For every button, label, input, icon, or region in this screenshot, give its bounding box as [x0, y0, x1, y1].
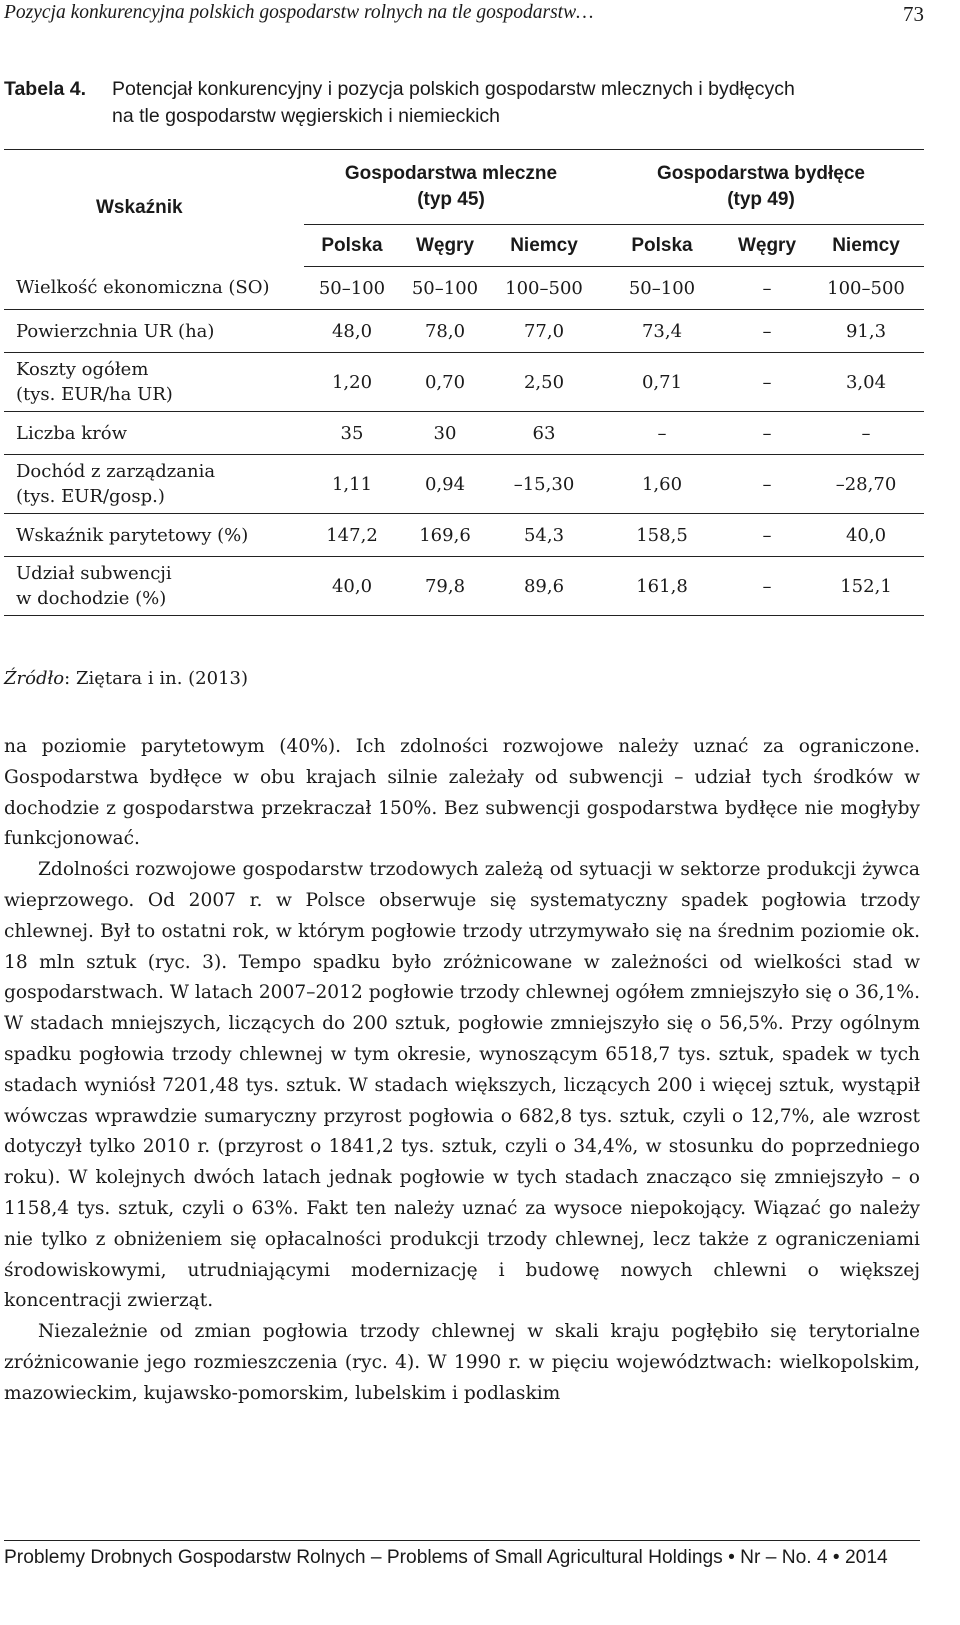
group-header-dairy: Gospodarstwa mleczne (typ 45) [304, 150, 598, 225]
table-cell: 169,6 [400, 514, 490, 557]
country-header: Polska [304, 225, 400, 267]
table-cell: 35 [304, 412, 400, 455]
row-label: Powierzchnia UR (ha) [4, 310, 304, 353]
table-cell: – [726, 557, 808, 616]
table-cell: 100–500 [808, 267, 924, 310]
table-cell: 3,04 [808, 353, 924, 412]
table-cell: 77,0 [490, 310, 598, 353]
table-cell: 91,3 [808, 310, 924, 353]
country-header: Węgry [726, 225, 808, 267]
table-cell: 152,1 [808, 557, 924, 616]
footer-text: Problemy Drobnych Gospodarstw Rolnych – Problems of Small Agricultural Holdings • Nr – No. 4 • 2014 [4, 1547, 888, 1568]
table-row [4, 455, 924, 514]
table-cell: 40,0 [808, 514, 924, 557]
table-cell: 158,5 [598, 514, 726, 557]
table-label: Tabela 4. [4, 78, 87, 100]
table-cell: 1,11 [304, 455, 400, 514]
table-cell: 50–100 [598, 267, 726, 310]
table-cell: 30 [400, 412, 490, 455]
caption-line-2: na tle gospodarstw węgierskich i niemieckich [112, 105, 501, 127]
running-header [4, 2, 924, 32]
paragraph: Zdolności rozwojowe gospodarstw trzodowych zależą od sytuacji w sektorze produkcji żywca wieprzowego. Od 2007 r. w Polsce obserwuje się systematyczny spadek pogłowia trzody chlewnej. Był to ostatni rok, w którym pogłowie trzody utrzymywało się na średnim poziomie ok. 18 mln sztuk (ryc. 3). Tempo spadku było zróżnicowane w zależności od wielkości stad w gospodarstwach. W latach 2007–2012 pogłowie trzody chlewnej ogółem zmniejszyło się o 36,1%. W stadach mniejszych, liczących do 200 sztuk, pogłowie zmniejszyło się o 56,5%. Przy ogólnym spadku pogłowia trzody chlewnej w tym okresie, wynoszącym 6518,7 tys. sztuk, spadek w tych stadach wyniósł 7201,48 tys. sztuk. W stadach większych, liczących 200 i więcej sztuk, wystąpił wówczas wprawdzie sumaryczny przyrost pogłowia o 682,8 tys. sztuk, czyli o 12,7%, ale wzrost dotyczył tylko 2010 r. (przyrost o 1841,2 tys. sztuk, czyli o 34,4%, w stosunku do poprzedniego roku). W kolejnych dwóch latach jednak pogłowie w tych stadach znacząco się zmniejszyło – o 1158,4 tys. sztuk, czyli o 63%. Fakt ten należy uznać za wysoce niepokojący. Wiązać go należy nie tylko z obniżeniem się opłacalności produkcji trzody chlewnej, lecz także z ograniczeniami środowiskowymi, utrudniającymi modernizację i budowę nowych chlewni o większej koncentracji zwierząt. [4, 859, 920, 1312]
journal-footer [4, 1540, 920, 1569]
table-row [4, 267, 924, 310]
group-header-beef: Gospodarstwa bydłęce (typ 49) [598, 150, 924, 225]
table-row [4, 412, 924, 455]
body-text [4, 732, 920, 1410]
table-row [4, 514, 924, 557]
table-cell: 100–500 [490, 267, 598, 310]
table-cell: – [726, 455, 808, 514]
country-header: Niemcy [808, 225, 924, 267]
table-cell: 147,2 [304, 514, 400, 557]
table-cell: 40,0 [304, 557, 400, 616]
table-cell: 50–100 [400, 267, 490, 310]
table-cell: –15,30 [490, 455, 598, 514]
table-cell: – [726, 412, 808, 455]
table-cell: 1,20 [304, 353, 400, 412]
table-row [4, 353, 924, 412]
table-cell: 79,8 [400, 557, 490, 616]
table-cell: – [726, 267, 808, 310]
table-cell: 0,70 [400, 353, 490, 412]
row-label: Liczba krów [4, 412, 304, 455]
table-cell: 0,71 [598, 353, 726, 412]
table-cell: 73,4 [598, 310, 726, 353]
table-cell: – [598, 412, 726, 455]
table-cell: – [726, 310, 808, 353]
row-label: Koszty ogółem (tys. EUR/ha UR) [4, 353, 304, 412]
table-cell: 63 [490, 412, 598, 455]
row-label: Dochód z zarządzania (tys. EUR/gosp.) [4, 455, 304, 514]
table-row [4, 557, 924, 616]
table-cell: 78,0 [400, 310, 490, 353]
source-text: : Ziętara i in. (2013) [64, 668, 249, 689]
table-row [4, 310, 924, 353]
table-cell: 0,94 [400, 455, 490, 514]
table-cell: – [726, 514, 808, 557]
table-cell: –28,70 [808, 455, 924, 514]
table-caption [4, 76, 924, 130]
table-source [4, 668, 248, 689]
table-cell: 54,3 [490, 514, 598, 557]
row-label: Udział subwencji w dochodzie (%) [4, 557, 304, 616]
country-header: Węgry [400, 225, 490, 267]
running-title: Pozycja konkurencyjna polskich gospodarstw rolnych na tle gospodarstw… [4, 2, 594, 23]
table-cell: 48,0 [304, 310, 400, 353]
data-table [4, 149, 924, 616]
page-number: 73 [903, 2, 924, 26]
table-cell: 2,50 [490, 353, 598, 412]
table-cell: 161,8 [598, 557, 726, 616]
caption-line-1: Potencjał konkurencyjny i pozycja polskich gospodarstw mlecznych i bydłęcych [112, 78, 795, 100]
table-cell: – [726, 353, 808, 412]
table-cell: – [808, 412, 924, 455]
row-label: Wskaźnik parytetowy (%) [4, 514, 304, 557]
country-header: Polska [598, 225, 726, 267]
paragraph: Niezależnie od zmian pogłowia trzody chlewnej w skali kraju pogłębiło się terytorialne zróżnicowanie jego rozmieszczenia (ryc. 4). W 1990 r. w pięciu województwach: wielkopolskim, mazowieckim, kujawsko-pomorskim, lubelskim i podlaskim [4, 1321, 920, 1404]
country-header: Niemcy [490, 225, 598, 267]
table-cell: 1,60 [598, 455, 726, 514]
paragraph: na poziomie parytetowym (40%). Ich zdolności rozwojowe należy uznać za ograniczone. Gospodarstwa bydłęce w obu krajach silnie zależały od subwencji – udział tych środków w dochodzie z gospodarstwa przekraczał 150%. Bez subwencji gospodarstwa bydłęce nie mogłyby funkcjonować. [4, 736, 920, 850]
row-label: Wielkość ekonomiczna (SO) [4, 267, 304, 310]
source-label: Źródło [4, 668, 65, 689]
table-cell: 50–100 [304, 267, 400, 310]
footer-rule [4, 1540, 920, 1541]
table-cell: 89,6 [490, 557, 598, 616]
indicator-column-header: Wskaźnik [4, 150, 304, 267]
